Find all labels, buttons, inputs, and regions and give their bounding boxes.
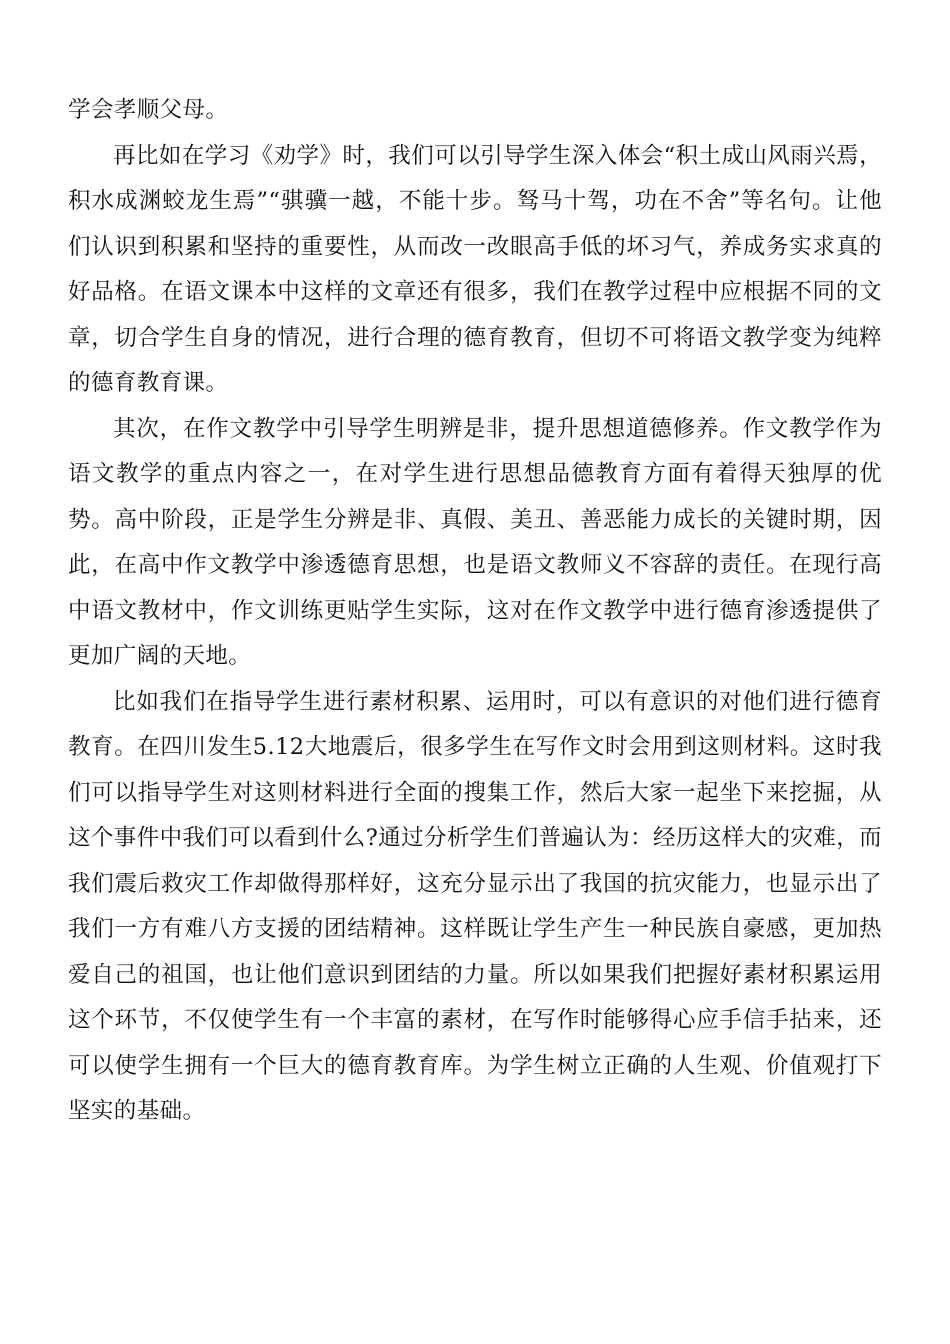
paragraph-2: 再比如在学习《劝学》时，我们可以引导学生深入体会“积土成山风雨兴焉，积水成渊蛟龙生焉”“骐骥一越，不能十步。驽马十驾，功在不舍”等名句。让他们认识到积累和坚持的重要性，从而改一改眼高手低的坏习气，养成务实求真的好品格。在语文课本中这样的文章还有很多，我们在教学过程中应根据不同的文章，切合学生自身的情况，进行合理的德育教育，但切不可将语文教学变为纯粹的德育教育课。 [68,142,882,396]
paragraph-1: 学会孝顺父母。 [68,97,229,123]
paragraph-4: 比如我们在指导学生进行素材积累、运用时，可以有意识的对他们进行德育教育。在四川发生5.12大地震后，很多学生在写作文时会用到这则材料。这时我们可以指导学生对这则材料进行全面的搜集工作，然后大家一起坐下来挖掘，从这个事件中我们可以看到什么?通过分析学生们普遍认为：经历这样大的灾难，而我们震后救灾工作却做得那样好，这充分显示出了我国的抗灾能力，也显示出了我们一方有难八方支援的团结精神。这样既让学生产生一种民族自豪感，更加热爱自己的祖国，也让他们意识到团结的力量。所以如果我们把握好素材积累运用这个环节，不仅使学生有一个丰富的素材，在写作时能够得心应手信手拈来，还可以使学生拥有一个巨大的德育教育库。为学生树立正确的人生观、价值观打下坚实的基础。 [68,688,882,1124]
paragraph-3: 其次，在作文教学中引导学生明辨是非，提升思想道德修养。作文教学作为语文教学的重点内容之一，在对学生进行思想品德教育方面有着得天独厚的优势。高中阶段，正是学生分辨是非、真假、美丑、善恶能力成长的关键时期，因此，在高中作文教学中渗透德育思想，也是语文教师义不容辞的责任。在现行高中语文教材中，作文训练更贴学生实际，这对在作文教学中进行德育渗透提供了更加广阔的天地。 [68,415,882,669]
document-body [68,88,882,1135]
